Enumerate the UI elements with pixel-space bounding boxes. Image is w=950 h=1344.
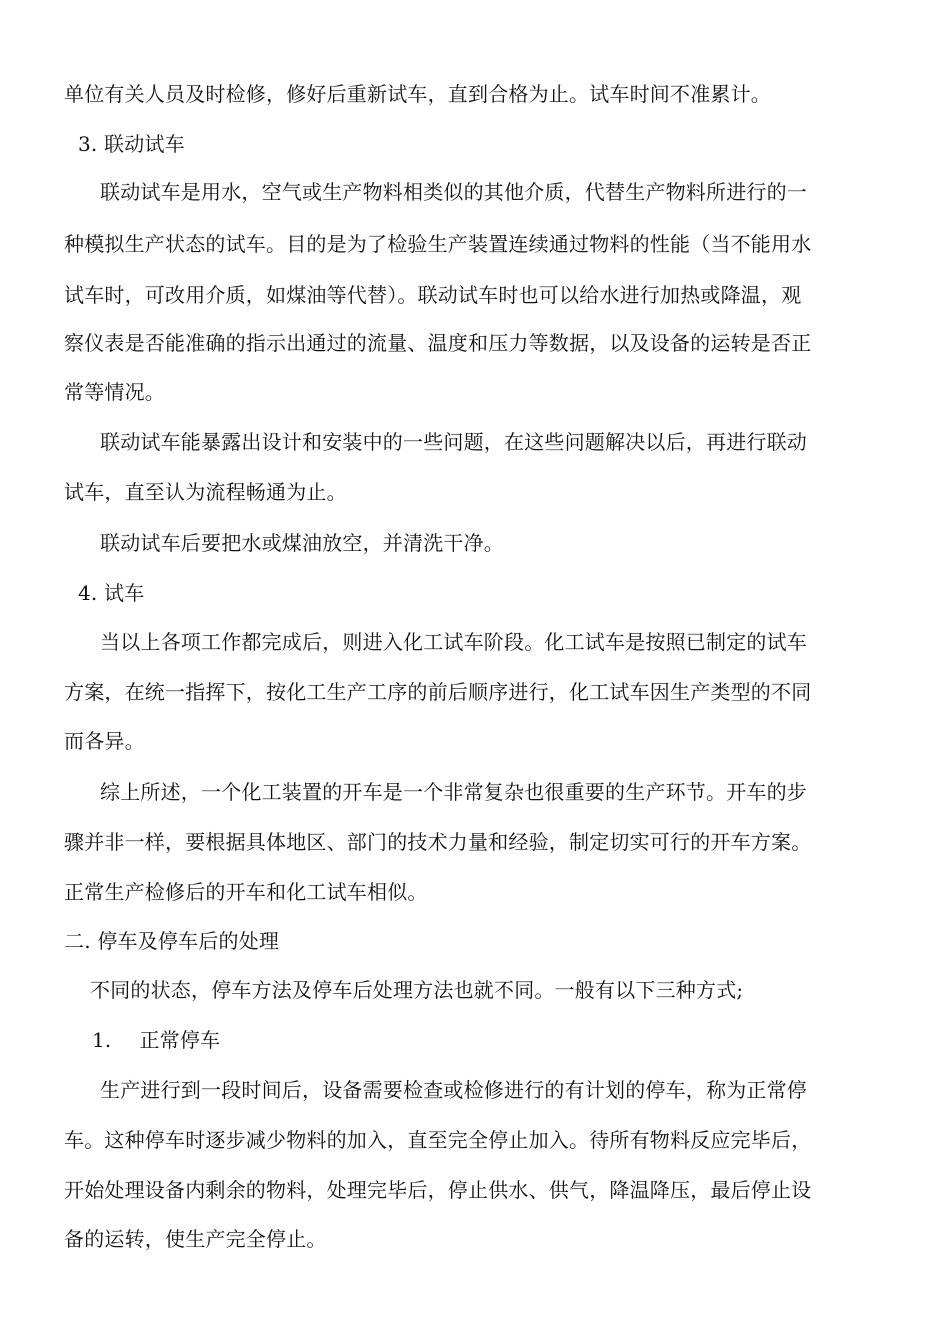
paragraph-line: 方案，在统一指挥下，按化工生产工序的前后顺序进行，化工试车因生产类型的不同 bbox=[64, 680, 812, 704]
subsection-number: 1. bbox=[92, 1028, 112, 1052]
subsection-title: 正常停车 bbox=[139, 1028, 221, 1052]
paragraph-line: 生产进行到一段时间后，设备需要检查或检修进行的有计划的停车，称为正常停 bbox=[100, 1078, 807, 1102]
paragraph-line: 察仪表是否能准确的指示出通过的流量、温度和压力等数据，以及设备的运转是否正 bbox=[64, 331, 812, 355]
subsection-heading bbox=[92, 1026, 922, 1054]
paragraph-line: 综上所述，一个化工装置的开车是一个非常复杂也很重要的生产环节。开车的步 bbox=[100, 780, 807, 804]
paragraph-line: 正常生产检修后的开车和化工试车相似。 bbox=[64, 880, 428, 904]
paragraph-line: 车。这种停车时逐步减少物料的加入，直至完全停止加入。待所有物料反应完毕后， bbox=[64, 1128, 812, 1152]
paragraph-line: 骤并非一样，要根据具体地区、部门的技术力量和经验，制定切实可行的开车方案。 bbox=[64, 830, 812, 854]
paragraph-line: 试车，直至认为流程畅通为止。 bbox=[64, 480, 347, 504]
paragraph-line: 联动试车能暴露出设计和安装中的一些问题，在这些问题解决以后，再进行联动 bbox=[100, 430, 807, 454]
paragraph-line: 开始处理设备内剩余的物料，处理完毕后，停止供水、供气，降温降压，最后停止设 bbox=[64, 1178, 812, 1202]
paragraph-line: 常等情况。 bbox=[64, 380, 165, 404]
paragraph-line: 联动试车是用水，空气或生产物料相类似的其他介质，代替生产物料所进行的一 bbox=[100, 180, 807, 204]
paragraph-line: 单位有关人员及时检修，修好后重新试车，直到合格为止。试车时间不准累计。 bbox=[64, 82, 771, 106]
paragraph-line: 种模拟生产状态的试车。目的是为了检验生产装置连续通过物料的性能（当不能用水 bbox=[64, 232, 812, 256]
paragraph-line: 当以上各项工作都完成后，则进入化工试车阶段。化工试车是按照已制定的试车 bbox=[100, 630, 807, 654]
section-heading: 3. 联动试车 bbox=[78, 132, 185, 156]
chapter-heading: 二. 停车及停车后的处理 bbox=[64, 929, 280, 953]
paragraph-line: 试车时，可改用介质，如煤油等代替）。联动试车时也可以给水进行加热或降温，观 bbox=[64, 283, 802, 307]
section-heading: 4. 试车 bbox=[78, 581, 145, 605]
paragraph-line: 不同的状态，停车方法及停车后处理方法也就不同。一般有以下三种方式; bbox=[90, 978, 744, 1002]
paragraph-line: 备的运转，使生产完全停止。 bbox=[64, 1227, 327, 1251]
paragraph-line: 而各异。 bbox=[64, 729, 145, 753]
paragraph-line: 联动试车后要把水或煤油放空，并清洗干净。 bbox=[100, 531, 504, 555]
